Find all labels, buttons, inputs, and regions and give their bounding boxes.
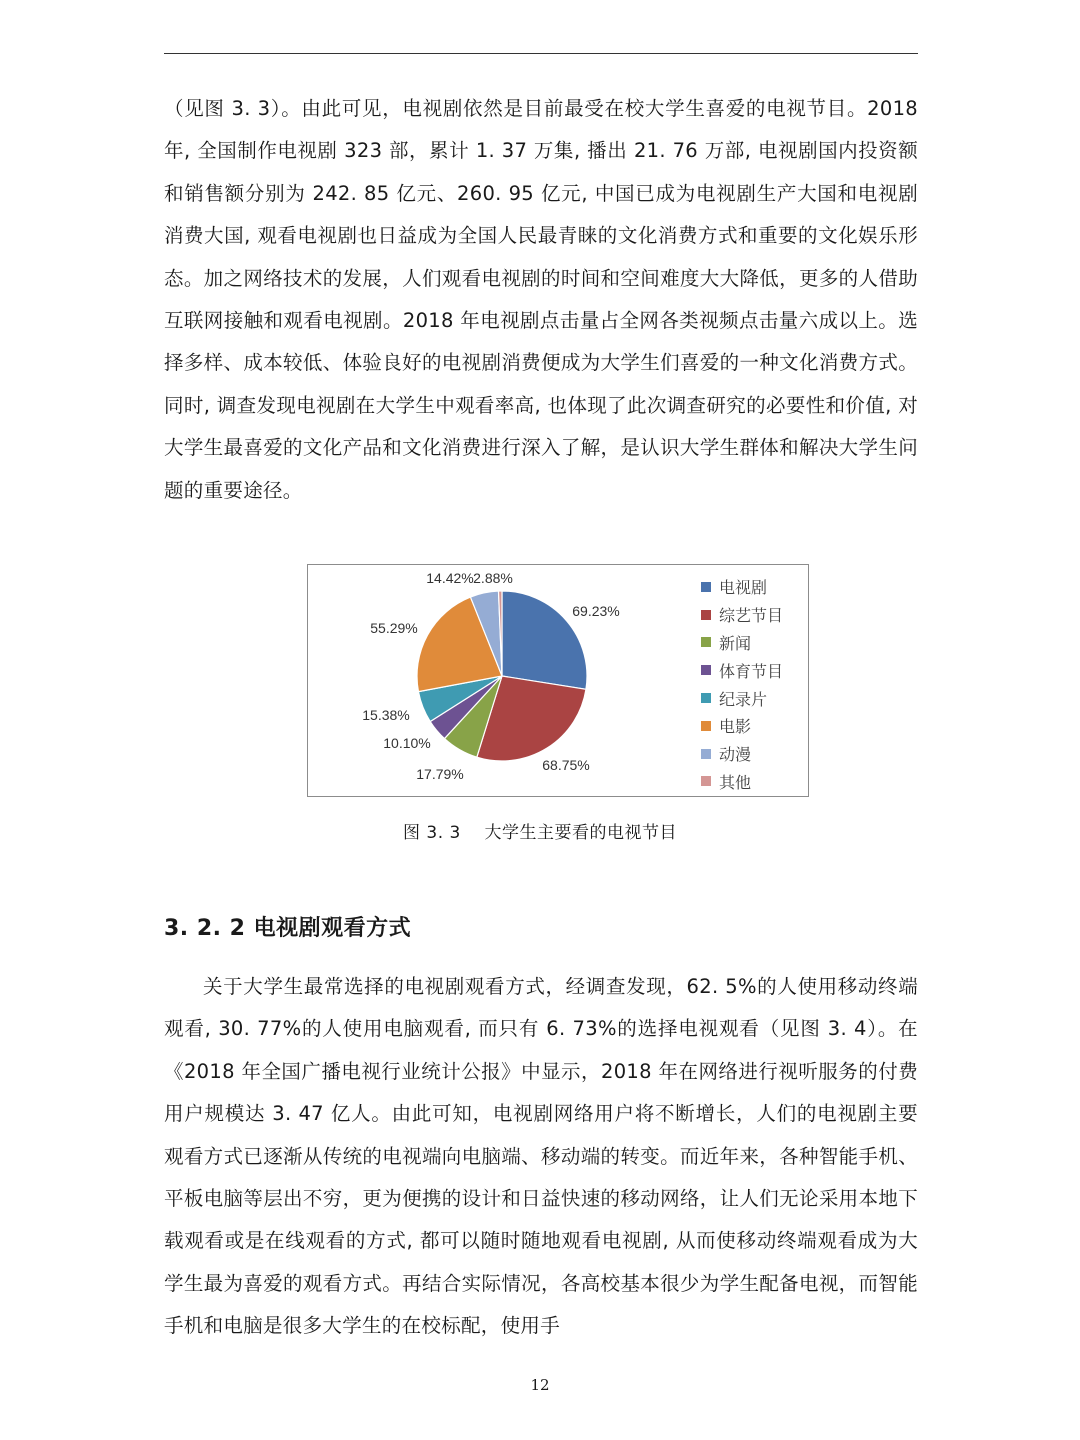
legend-label: 电影	[719, 717, 752, 737]
data-label-1: 69.23%	[572, 603, 620, 619]
data-label-7: 14.42%	[426, 570, 474, 586]
figure-caption: 图 3. 3 大学生主要看的电视节目	[403, 823, 677, 843]
chart-legend	[701, 573, 783, 795]
legend-item	[701, 601, 783, 629]
pie-chart-figure	[307, 564, 809, 797]
legend-swatch	[701, 749, 711, 759]
data-label-5: 15.38%	[362, 707, 410, 723]
legend-label: 体育节目	[719, 661, 784, 681]
legend-item	[701, 684, 783, 712]
legend-label: 其他	[719, 772, 752, 792]
legend-swatch	[701, 721, 711, 731]
data-label-3: 17.79%	[416, 766, 464, 782]
legend-swatch	[701, 665, 711, 675]
legend-swatch	[701, 637, 711, 647]
legend-item	[701, 768, 783, 796]
body-paragraph-2: 关于大学生最常选择的电视剧观看方式，经调查发现，62. 5%的人使用移动终端观看, 30. 77%的人使用电脑观看, 而只有 6. 73%的选择电视观看（见图 3. 4）。在《2018 年全国广播电视行业统计公报》中显示，2018 年在网络进行视听服务的付费用户规模达 3. 47 亿人。由此可知，电视剧网络用户将不断增长，人们的电视剧主要观看方式已逐渐从传统的电视端向电脑端、移动端的转变。而近年来，各种智能手机、平板电脑等层出不穷，更为便携的设计和日益快速的移动网络，让人们无论采用本地下载观看或是在线观看的方式, 都可以随时随地观看电视剧, 从而使移动终端观看成为大学生最为喜爱的观看方式。再结合实际情况，各高校基本很少为学生配备电视，而智能手机和电脑是很多大学生的在校标配，使用手	[164, 975, 918, 1338]
legend-label: 新闻	[719, 633, 752, 653]
data-label-2: 68.75%	[542, 757, 590, 773]
data-label-4: 10.10%	[383, 735, 431, 751]
legend-swatch	[701, 776, 711, 786]
legend-item	[701, 629, 783, 657]
legend-label: 电视剧	[719, 578, 768, 598]
legend-item	[701, 656, 783, 684]
page-number: 12	[530, 1376, 550, 1394]
legend-item	[701, 573, 783, 601]
legend-swatch	[701, 693, 711, 703]
legend-label: 纪录片	[719, 689, 768, 709]
section-heading: 3. 2. 2 电视剧观看方式	[164, 916, 412, 941]
legend-swatch	[701, 582, 711, 592]
legend-item	[701, 712, 783, 740]
legend-swatch	[701, 610, 711, 620]
header-rule	[164, 53, 918, 54]
legend-item	[701, 740, 783, 768]
legend-label: 动漫	[719, 745, 752, 765]
legend-label: 综艺节目	[719, 606, 784, 626]
data-label-8: 2.88%	[473, 570, 513, 586]
body-paragraph-1: （见图 3. 3）。由此可见，电视剧依然是目前最受在校大学生喜爱的电视节目。2018 年, 全国制作电视剧 323 部，累计 1. 37 万集, 播出 21. 76 万部, 电视剧国内投资额和销售额分别为 242. 85 亿元、260. 95 亿元, 中国已成为电视剧生产大国和电视剧消费大国, 观看电视剧也日益成为全国人民最青睐的文化消费方式和重要的文化娱乐形态。加之网络技术的发展，人们观看电视剧的时间和空间难度大大降低，更多的人借助互联网接触和观看电视剧。2018 年电视剧点击量占全网各类视频点击量六成以上。选择多样、成本较低、体验良好的电视剧消费便成为大学生们喜爱的一种文化消费方式。同时, 调查发现电视剧在大学生中观看率高, 也体现了此次调查研究的必要性和价值, 对大学生最喜爱的文化产品和文化消费进行深入了解，是认识大学生群体和解决大学生问题的重要途径。	[164, 97, 918, 502]
data-label-6: 55.29%	[370, 620, 418, 636]
